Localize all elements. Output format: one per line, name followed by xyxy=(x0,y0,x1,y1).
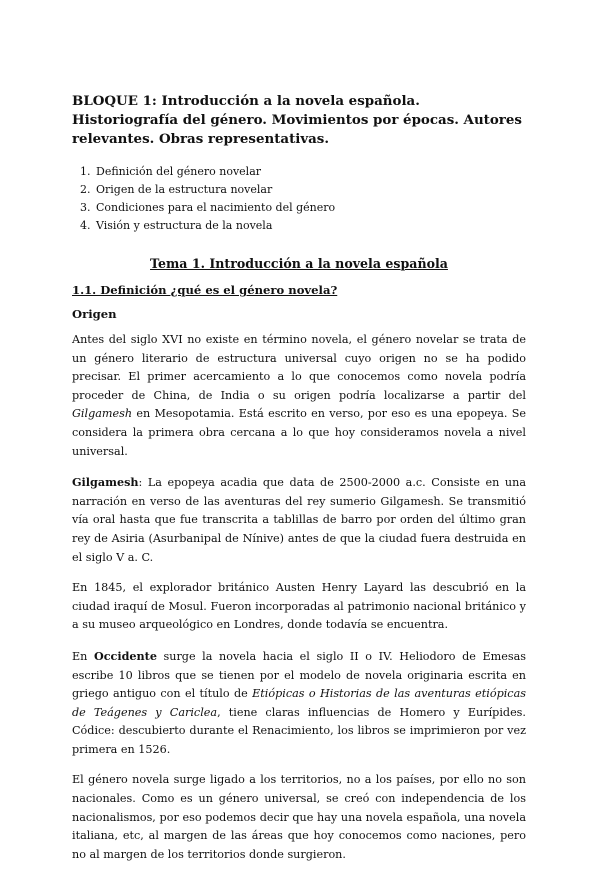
list-item: 1. Definición del género novelar xyxy=(94,163,526,181)
italic-title: Gilgamesh xyxy=(72,407,133,421)
list-item: 4. Visión y estructura de la novela xyxy=(94,217,526,235)
section-title: 1.1. Definición ¿qué es el género novela? xyxy=(72,283,338,297)
list-item: 3. Condiciones para el nacimiento del género xyxy=(94,199,526,217)
topics-list xyxy=(72,163,526,235)
subsection-title: Origen xyxy=(72,307,117,321)
paragraph-layard: En 1845, el explorador británico Austen Henry Layard las descubrió en la ciudad iraquí de Mosul. Fueron incorporadas al patrimonio nacional británico y a su museo arqueológico en Londres, donde todavía se encuentra. xyxy=(72,581,526,632)
paragraph-occidente xyxy=(72,647,526,760)
paragraph-text: : La epopeya acadia que data de 2500-2000 a.c. Consiste en una narración en verso de las aventuras del rey sumerio Gilgamesh. Se transmitió vía oral hasta que fue transcrita a tablillas de barro por orden del último gran rey de Asiria (Asurbanipal de Nínive) antes de que la ciudad fuera destruida en el siglo V a. C. xyxy=(72,476,526,564)
paragraph-territorios: El género novela surge ligado a los territorios, no a los países, por ello no son nacionales. Como es un género universal, se creó con independencia de los nacionalismos, por eso podemos decir que hay una novela española, una novela italiana, etc, al margen de las áreas que hoy conocemos como naciones, pero no al margen de los territorios donde surgieron. xyxy=(72,773,526,861)
paragraph-text: en Mesopotamia. Está escrito en verso, por eso es una epopeya. Se considera la primera obra cercana a lo que hoy consideramos novela a nivel universal. xyxy=(72,407,526,458)
paragraph-text: surge la novela hacia el siglo II o IV. Heliodoro de Emesas escribe 10 libros que se tienen por el modelo de novela originaria escrita en griego antiguo con el título de xyxy=(72,649,526,701)
document-page xyxy=(72,92,526,876)
bold-term: Occidente xyxy=(93,648,157,663)
tema-title: Tema 1. Introducción a la novela española xyxy=(150,256,448,271)
italic-title: Etiópicas o Historias de las aventuras etiópicas de Teágenes y Cariclea xyxy=(72,687,526,719)
paragraph-text: Antes del siglo XVI no existe en término novela, el género novelar se trata de un género literario de estructura universal cuyo origen no se ha podido precisar. El primer acercamiento a lo que conocemos como novela podría proceder de China, de India o su origen podría localizarse a partir del xyxy=(72,333,526,402)
paragraph-origin xyxy=(72,331,526,461)
paragraph-gilgamesh xyxy=(72,473,526,567)
bold-term: Gilgamesh xyxy=(72,475,139,490)
paragraph-text: , tiene claras influencias de Homero y Eurípides. Códice: descubierto durante el Renacimiento, los libros se imprimieron por vez primera en 1526. xyxy=(72,705,526,756)
block-heading: BLOQUE 1: Introducción a la novela española. Historiografía del género. Movimientos por épocas. Autores relevantes. Obras representativas. xyxy=(72,93,522,147)
list-item: 2. Origen de la estructura novelar xyxy=(94,181,526,199)
paragraph-text: En xyxy=(72,649,94,663)
